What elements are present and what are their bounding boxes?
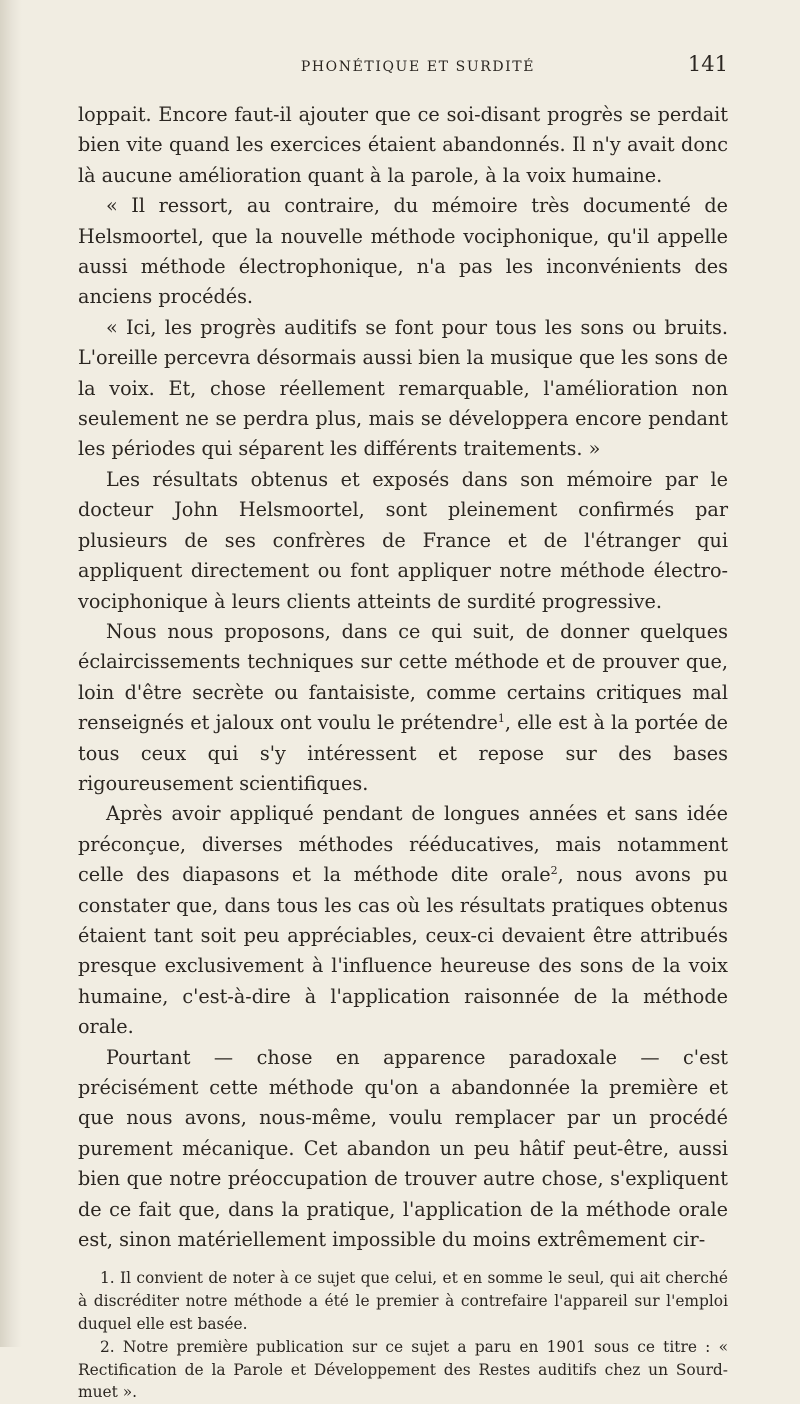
paragraph-purpose-text-b: , elle est à la portée de tous ceux qui s'y intéressent et repose sur des bases rigoureusement scientifiques. [78, 711, 728, 795]
paragraph-continuation: loppait. Encore faut-il ajouter que ce soi-disant progrès se perdait bien vite quand les exercices étaient abandonnés. Il n'y avait donc là aucune amélioration quant à la parole, à la voix humaine. [78, 103, 728, 187]
footnote-ref-1[interactable]: 1 [497, 712, 505, 726]
paragraph-paradox: Pourtant — chose en apparence paradoxale — c'est précisément cette méthode qu'on a abandonnée la première et que nous avons, nous-même, voulu remplacer par un procédé purement mécanique. Cet abandon un peu hâtif peut-être, aussi bien que notre préoccupation de trouver autre chose, s'expliquent de ce fait que, dans la pratique, l'application de la méthode orale est, sinon matériellement impossible du moins extrêmement cir- [78, 1045, 728, 1252]
page-header [78, 52, 728, 92]
page-edge-shadow [0, 0, 22, 1347]
paragraph-quote-1: « Il ressort, au contraire, du mémoire très documenté de Helsmoortel, que la nouvelle méthode vociphonique, qu'il appelle aussi méthode électrophonique, n'a pas les inconvénients des anciens procédés. [78, 194, 728, 309]
footnotes [78, 1267, 728, 1404]
footnote-1: 1. Il convient de noter à ce sujet que celui, et en somme le seul, qui ait cherché à discréditer notre méthode a été le premier à contrefaire l'appareil sur l'emploi duquel elle est basée. [78, 1269, 728, 1334]
footnote-2: 2. Notre première publication sur ce sujet a paru en 1901 sous ce titre : « Rectification de la Parole et Développement des Restes auditifs chez un Sourd-muet ». [78, 1337, 728, 1402]
paragraph-purpose [78, 617, 728, 799]
paragraph-experience-text-a: Après avoir appliqué pendant de longues années et sans idée préconçue, diverses méthodes rééducatives, mais notamment celle des diapasons et la méthode dite orale [78, 802, 728, 887]
book-page [78, 52, 728, 1404]
running-head: PHONÉTIQUE ET SURDITÉ [300, 59, 536, 75]
paragraph-purpose-text-a: Nous nous proposons, dans ce qui suit, de donner quelques éclaircissements techniques sur cette méthode et de prouver que, loin d'être secrète ou fantaisiste, comme certains critiques mal renseignés et jaloux ont voulu le prétendre [78, 619, 728, 735]
page-number: 141 [687, 52, 728, 76]
paragraph-quote-2: « Ici, les progrès auditifs se font pour tous les sons ou bruits. L'oreille percevra désormais aussi bien la musique que les sons de la voix. Et, chose réellement remarquable, l'amélioration non seulement ne se perdra plus, mais se développera encore pendant les périodes qui séparent les différents traitements. » [78, 315, 728, 461]
paragraph-results: Les résultats obtenus et exposés dans son mémoire par le docteur John Helsmoortel, sont pleinement confirmés par plusieurs de ses confrères de France et de l'étranger qui appliquent directement ou font appliquer notre méthode électro-vociphonique à leurs clients atteints de surdité progressive. [78, 467, 728, 613]
body-text [78, 100, 728, 1255]
footnote-ref-2[interactable]: 2 [550, 864, 558, 878]
paragraph-experience-text-b: , nous avons pu constater que, dans tous les cas où les résultats pratiques obtenus étaient tant soit peu appréciables, ceux-ci devaient être attribués presque exclusivement à l'influence heureuse des sons de la voix humaine, c'est-à-dire à l'application raisonnée de la méthode orale. [78, 863, 729, 1039]
paragraph-experience [78, 799, 728, 1042]
